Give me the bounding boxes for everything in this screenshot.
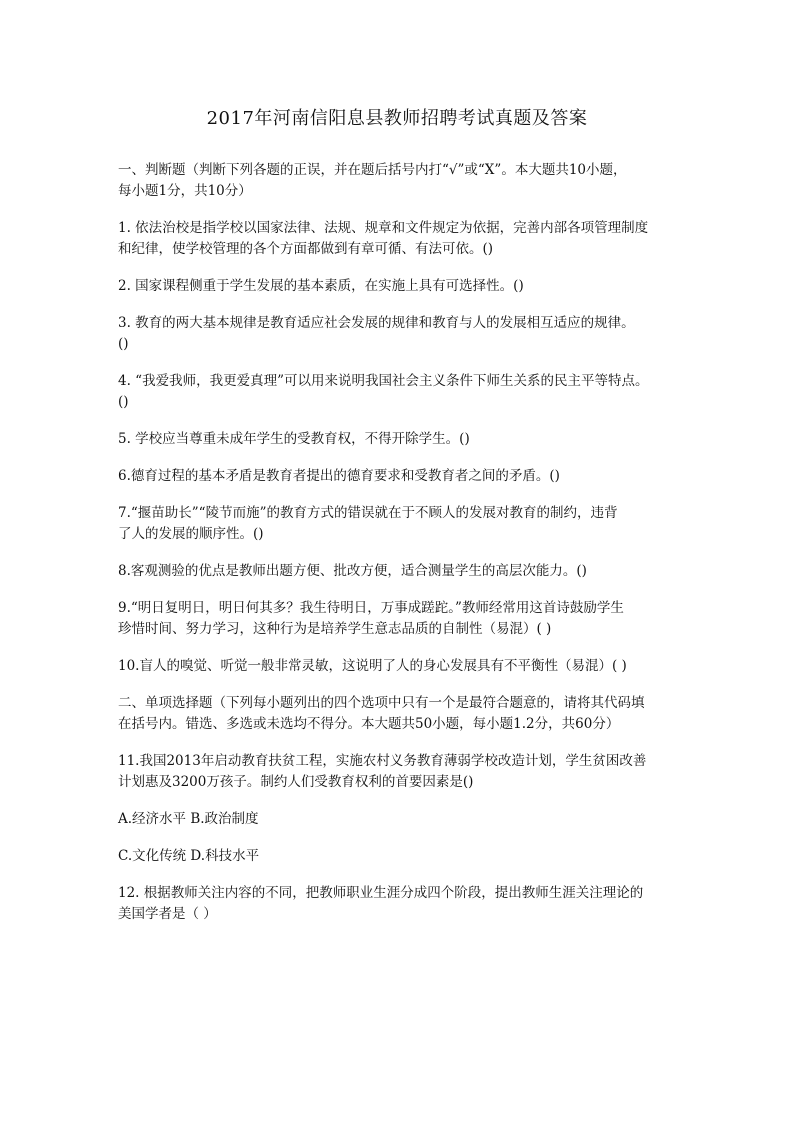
question-11 <box>118 751 684 793</box>
question-8 <box>118 561 684 582</box>
text-line: A.经济水平 B.政治制度 <box>118 811 259 827</box>
question-11-options-ab <box>118 809 684 830</box>
text-line: 和纪律，使学校管理的各个方面都做到有章可循、有法可依。() <box>118 241 494 257</box>
text-line: 8.客观测验的优点是教师出题方便、批改方便，适合测量学生的高层次能力。() <box>118 563 587 579</box>
text-line: 4. “我爱我师，我更爱真理”可以用来说明我国社会主义条件下师生关系的民主平等特点。 <box>118 373 649 389</box>
text-line: 7.“揠苗助长”“陵节而施”的教育方式的错误就在于不顾人的发展对教育的制约，违背 <box>118 505 618 521</box>
question-3 <box>118 313 684 355</box>
text-line: 12. 根据教师关注内容的不同，把教师职业生涯分成四个阶段，提出教师生涯关注理论的 <box>118 885 644 901</box>
text-line: 1. 依法治校是指学校以国家法律、法规、规章和文件规定为依据，完善内部各项管理制度 <box>118 220 649 236</box>
question-10 <box>118 656 684 677</box>
text-line: 6.德育过程的基本矛盾是教育者提出的德育要求和受教育者之间的矛盾。() <box>118 468 560 484</box>
text-line: 计划惠及3200万孩子。制约人们受教育权利的首要因素是() <box>118 774 474 790</box>
question-1 <box>118 218 684 260</box>
text-line: 一、判断题（判断下列各题的正误，并在题后括号内打“√”或“X”。本大题共10小题， <box>118 162 627 178</box>
text-line: 2. 国家课程侧重于学生发展的基本素质，在实施上具有可选择性。() <box>118 278 524 294</box>
question-4 <box>118 371 684 413</box>
text-line: 美国学者是（ ） <box>118 906 217 922</box>
section-2-heading <box>118 693 684 735</box>
question-2 <box>118 276 684 297</box>
text-line: 9.“明日复明日，明日何其多？我生待明日，万事成蹉跎。”教师经常用这首诗鼓励学生 <box>118 600 624 616</box>
text-line: 珍惜时间、努力学习，这种行为是培养学生意志品质的自制性（易混）( ) <box>118 621 552 637</box>
text-line: () <box>118 394 129 410</box>
text-line: 10.盲人的嗅觉、听觉一般非常灵敏，这说明了人的身心发展具有不平衡性（易混）( ) <box>118 658 627 674</box>
section-1-heading <box>118 160 684 202</box>
text-line: 5. 学校应当尊重未成年学生的受教育权，不得开除学生。() <box>118 431 470 447</box>
document-title: 2017年河南信阳息县教师招聘考试真题及答案 <box>206 108 588 129</box>
text-line: () <box>118 336 129 352</box>
text-line: 3. 教育的两大基本规律是教育适应社会发展的规律和教育与人的发展相互适应的规律。 <box>118 315 635 331</box>
text-line: 了人的发展的顺序性。() <box>118 526 264 542</box>
text-line: 在括号内。错选、多选或未选均不得分。本大题共50小题，每小题1.2分，共60分） <box>118 716 620 732</box>
question-7 <box>118 503 684 545</box>
question-6 <box>118 466 684 487</box>
text-line: 11.我国2013年启动教育扶贫工程，实施农村义务教育薄弱学校改造计划，学生贫困改善 <box>118 753 647 769</box>
text-line: 每小题1分，共10分） <box>118 183 252 199</box>
question-11-options-cd <box>118 846 684 867</box>
question-12 <box>118 883 684 925</box>
question-5 <box>118 429 684 450</box>
text-line: C.文化传统 D.科技水平 <box>118 848 260 864</box>
question-9 <box>118 598 684 640</box>
document-body <box>118 160 684 941</box>
text-line: 二、单项选择题（下列每小题列出的四个选项中只有一个是最符合题意的，请将其代码填 <box>118 695 645 711</box>
